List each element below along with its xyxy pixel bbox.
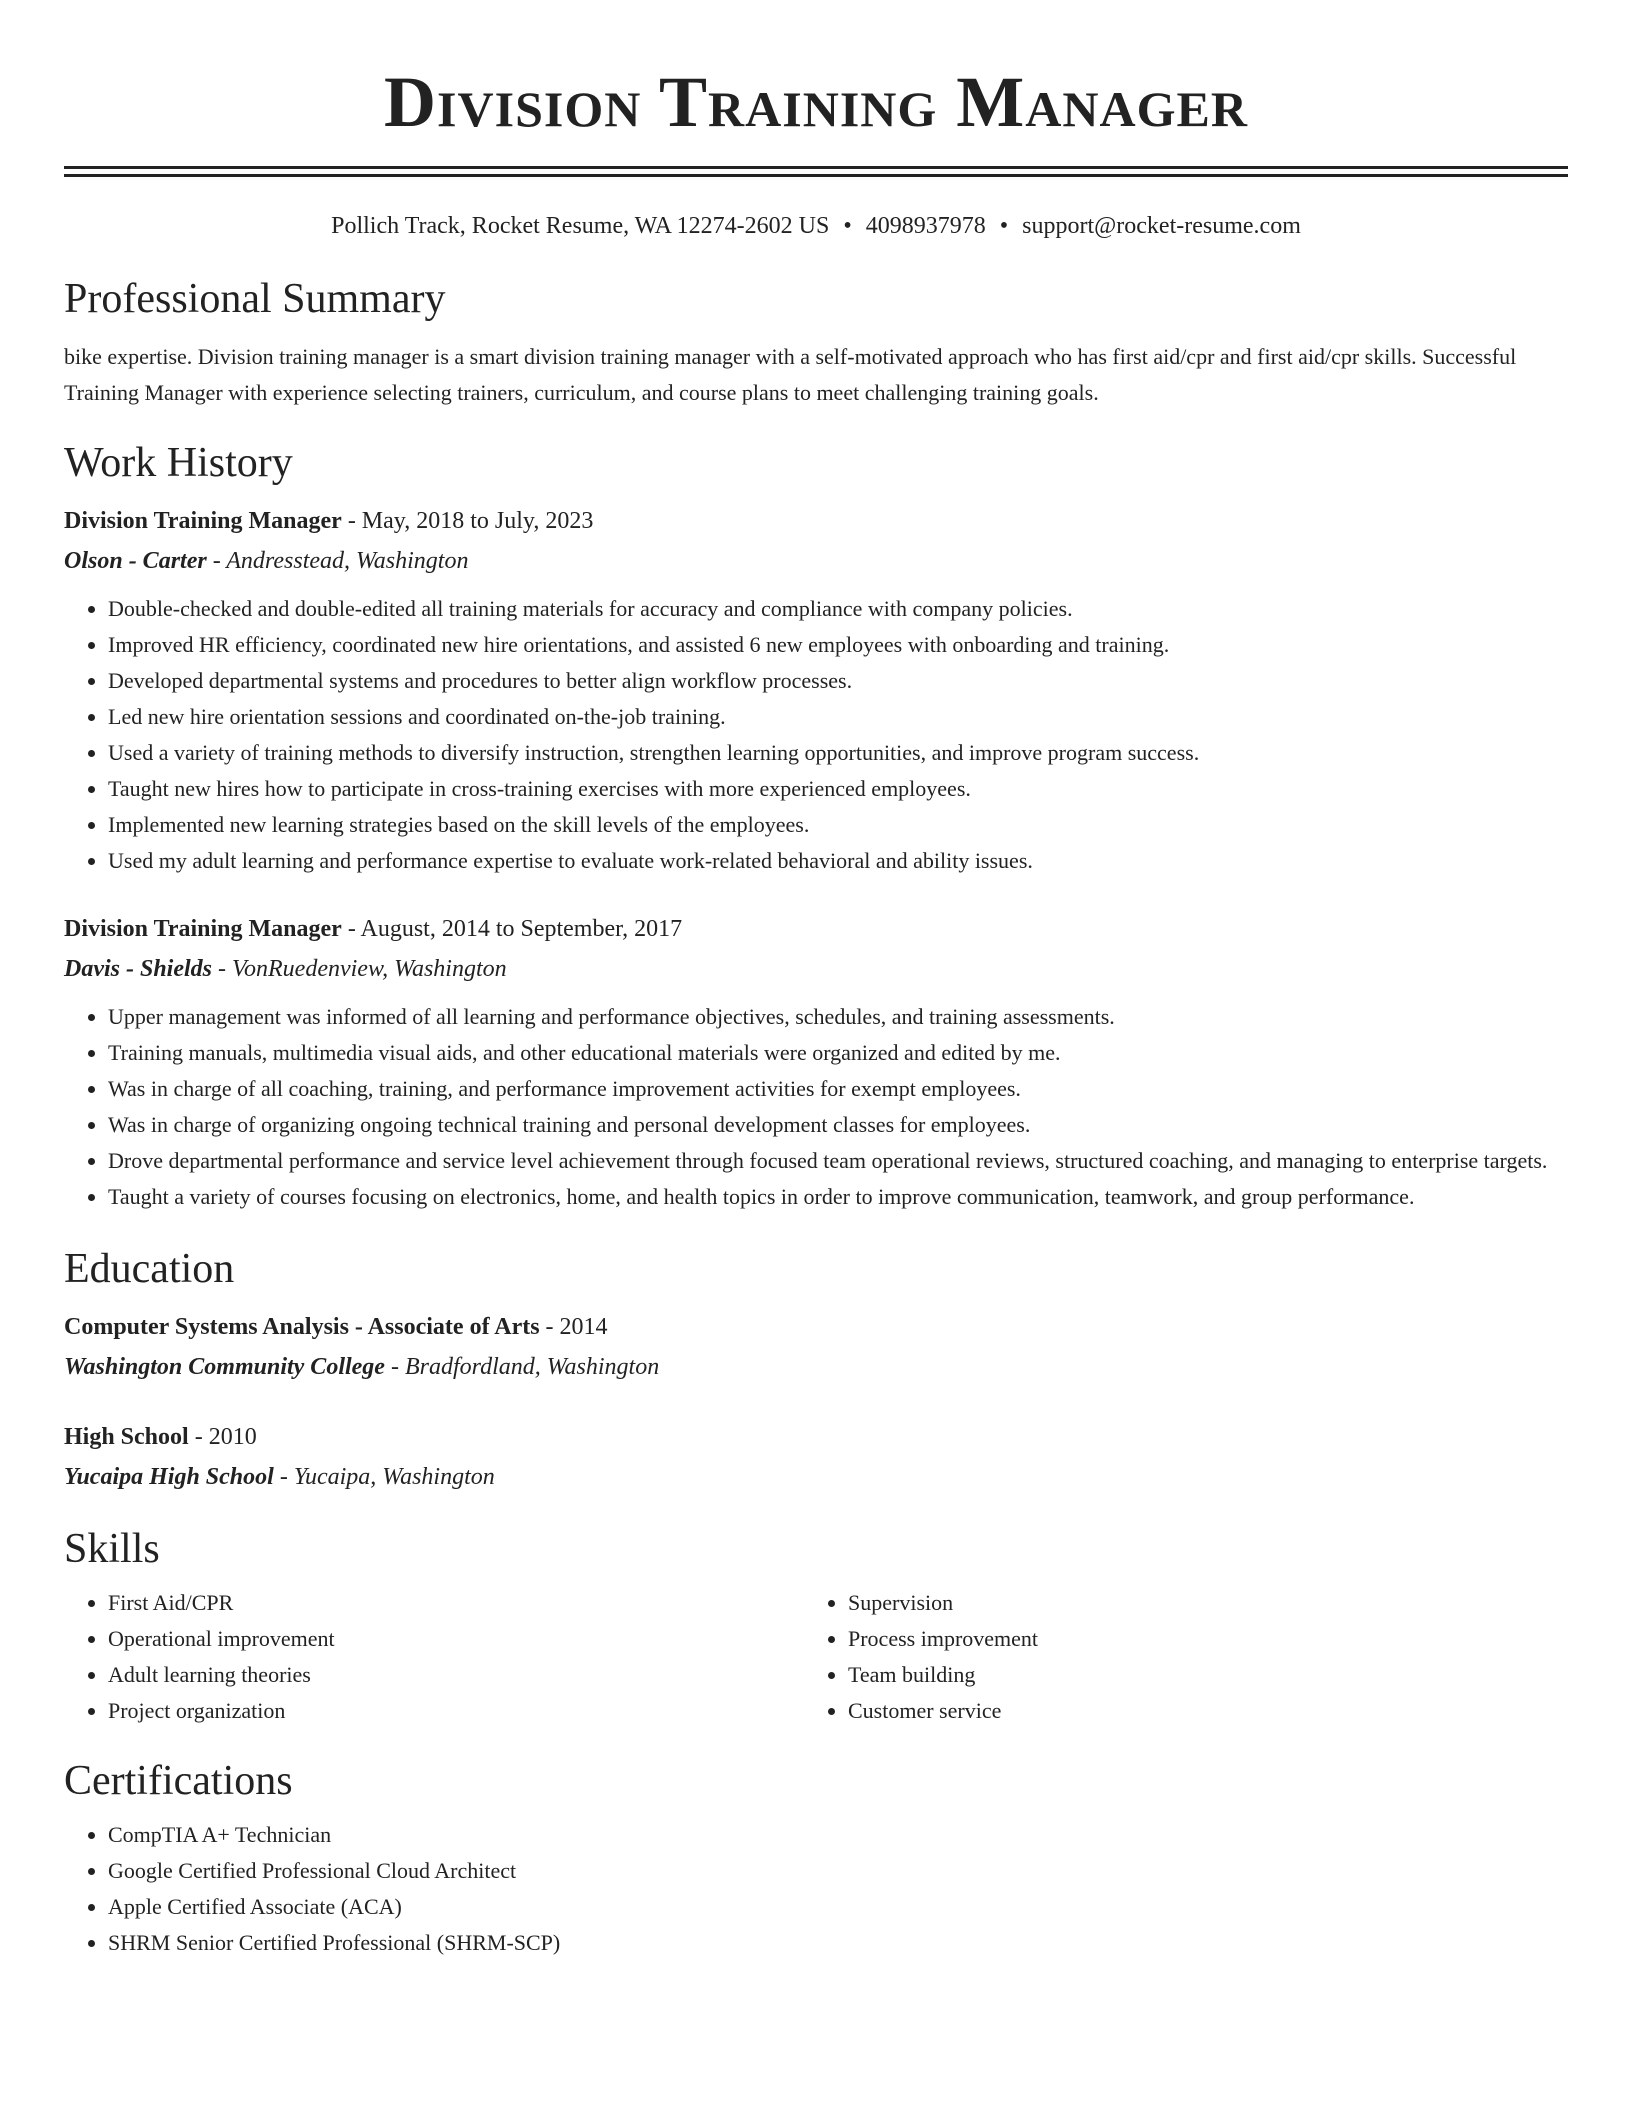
section-heading-work: Work History [64,440,293,486]
skill-item: • Team building [848,1657,1544,1693]
certification-list [64,1817,1568,1961]
job-location: - Andresstead, Washington [206,548,469,574]
skill-item: • Process improvement [848,1621,1544,1657]
job-company-line [64,949,1568,989]
contact-email[interactable]: support@rocket-resume.com [1022,213,1301,239]
skills-column-left [64,1585,804,1729]
job-bullet: • Taught a variety of courses focusing on electronics, home, and health topics in order to improve communication, teamwork, and group performance. [108,1179,1568,1215]
skill-item: • Project organization [108,1693,804,1729]
education-section [64,1243,1568,1497]
job-bullet: • Upper management was informed of all learning and performance objectives, schedules, and training assessments. [108,999,1568,1035]
job-bullet: • Improved HR efficiency, coordinated new hire orientations, and assisted 6 new employees with onboarding and training. [108,627,1568,663]
skill-item: • First Aid/CPR [108,1585,804,1621]
job-bullet: • Taught new hires how to participate in cross-training exercises with more experienced employees. [108,771,1568,807]
education-school-line [64,1347,1568,1387]
job-entry [64,909,1568,1215]
section-heading-education: Education [64,1246,235,1292]
job-dates: - May, 2018 to July, 2023 [341,508,594,534]
job-company: Davis - Shields [64,956,213,982]
skills-grid [64,1585,1568,1729]
education-location: - Bradfordland, Washington [384,1354,660,1380]
job-bullet: • Double-checked and double-edited all training materials for accuracy and compliance with company policies. [108,591,1568,627]
education-school: Yucaipa High School [64,1464,274,1490]
education-year: - 2014 [539,1314,608,1340]
certification-item: • Google Certified Professional Cloud Architect [108,1853,1568,1889]
job-company: Olson - Carter [64,548,207,574]
job-bullet: • Led new hire orientation sessions and coordinated on-the-job training. [108,699,1568,735]
section-heading-certifications: Certifications [64,1758,293,1804]
contact-separator: • [843,213,852,239]
job-title: Division Training Manager [64,916,342,942]
summary-text: bike expertise. Division training manager is a smart division training manager with a self-motivated approach who has first aid/cpr and first aid/cpr skills. Successful Training Manager with experience selecting trainers, curriculum, and course plans to meet challenging training goals. [64,344,1517,405]
contact-line [64,211,1568,241]
skills-section [64,1523,1568,1729]
job-bullet: • Was in charge of all coaching, training, and performance improvement activities for exempt employees. [108,1071,1568,1107]
certification-item: • CompTIA A+ Technician [108,1817,1568,1853]
job-bullet: • Training manuals, multimedia visual aids, and other educational materials were organized and edited by me. [108,1035,1568,1071]
education-entry [64,1417,1568,1497]
section-heading-skills: Skills [64,1526,160,1572]
candidate-title: Division Training Manager [384,62,1248,142]
education-degree-line [64,1417,1568,1457]
job-company-line [64,541,1568,581]
certification-item: • Apple Certified Associate (ACA) [108,1889,1568,1925]
education-year: - 2010 [188,1424,257,1450]
skill-item: • Adult learning theories [108,1657,804,1693]
job-bullet: • Drove departmental performance and service level achievement through focused team operational reviews, structured coaching, and managing to enterprise targets. [108,1143,1568,1179]
job-title-line [64,909,1568,949]
education-school: Washington Community College [64,1354,385,1380]
header-divider [64,166,1568,177]
section-heading-summary: Professional Summary [64,276,446,322]
summary-section [64,273,1568,411]
job-bullet: • Used a variety of training methods to diversify instruction, strengthen learning opportunities, and improve program success. [108,735,1568,771]
job-bullets [64,999,1568,1215]
education-school-line [64,1457,1568,1497]
education-degree: High School [64,1424,189,1450]
job-title-line [64,501,1568,541]
skill-item: • Operational improvement [108,1621,804,1657]
job-bullets [64,591,1568,879]
education-degree-line [64,1307,1568,1347]
contact-separator: • [999,213,1009,239]
skills-column-right [804,1585,1544,1729]
education-entry [64,1307,1568,1387]
job-dates: - August, 2014 to September, 2017 [341,916,683,942]
job-bullet: • Used my adult learning and performance expertise to evaluate work-related behavioral and ability issues. [108,843,1568,879]
certifications-section [64,1755,1568,1961]
skill-item: • Customer service [848,1693,1544,1729]
job-title: Division Training Manager [64,508,342,534]
education-location: - Yucaipa, Washington [273,1464,495,1490]
education-degree: Computer Systems Analysis - Associate of Arts [64,1314,540,1340]
contact-address: Pollich Track, Rocket Resume, WA 12274-2602 US [331,213,830,239]
work-history-section [64,437,1568,1215]
job-bullet: • Developed departmental systems and procedures to better align workflow processes. [108,663,1568,699]
job-bullet: • Implemented new learning strategies based on the skill levels of the employees. [108,807,1568,843]
certification-item: • SHRM Senior Certified Professional (SHRM-SCP) [108,1925,1568,1961]
contact-phone: 4098937978 [865,213,986,239]
skill-item: • Supervision [848,1585,1544,1621]
job-location: - VonRuedenview, Washington [212,956,507,982]
job-entry [64,501,1568,879]
job-bullet: • Was in charge of organizing ongoing technical training and personal development classes for employees. [108,1107,1568,1143]
